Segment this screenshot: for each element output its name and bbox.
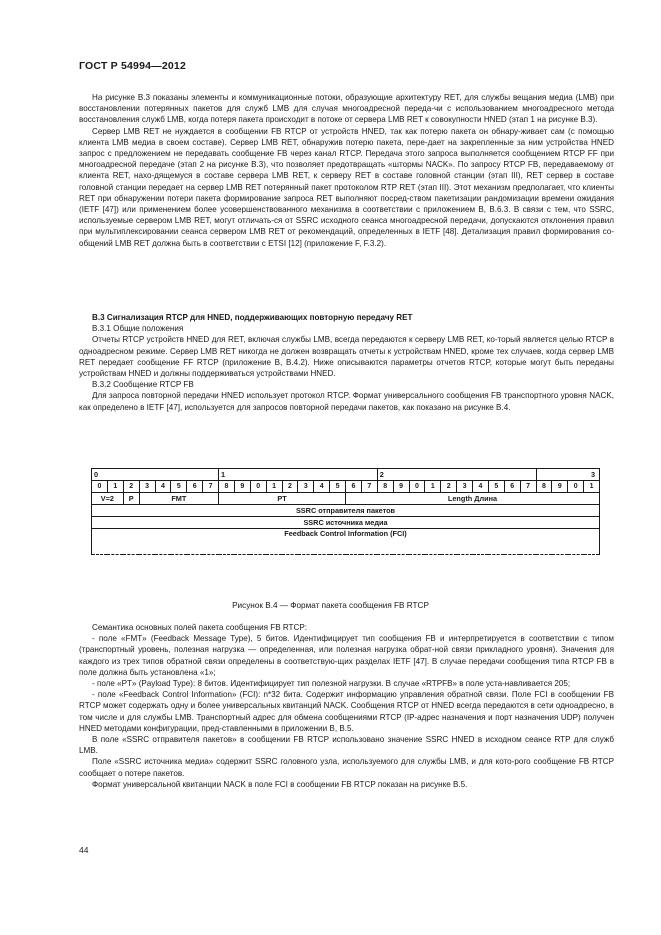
bit-index: 3 [298, 481, 314, 493]
document-header: ГОСТ Р 54994—2012 [79, 60, 187, 72]
bit-index: 5 [488, 481, 504, 493]
bit-index: 1 [584, 481, 600, 493]
body-text-bottom [79, 622, 614, 790]
octet-label: 3 [536, 469, 600, 481]
bit-index: 5 [330, 481, 346, 493]
bit-index: 7 [203, 481, 219, 493]
figure-caption: Рисунок В.4 — Формат пакета сообщения FB RTCP [232, 601, 429, 610]
field-fci: Feedback Control Information (FCI) [92, 529, 600, 544]
bit-index: 9 [552, 481, 568, 493]
bit-index: 6 [187, 481, 203, 493]
field-padding: P [123, 493, 139, 505]
paragraph: На рисунке В.3 показаны элементы и коммуникационные потоки, образующие архитектуру RET, для службы вещания медиа (LMB) при восстановлении потерянных пакетов для служб LMB для случая многоадресной переда-чи с использованием многоадресного метода восстановления служб LMB, когда потеря пакета происходит в потоке от сервера LMB RET к совокупности HNED (этап 1 на рисунке В.3). [79, 93, 614, 125]
section-b3 [79, 312, 614, 413]
bit-index: 9 [393, 481, 409, 493]
bit-index: 6 [504, 481, 520, 493]
paragraph: Для запроса повторной передачи HNED использует протокол RTCP. Формат универсального сообщения FB транспортного уровня NACK, как определено в IETF [47], используется для запросов повторной передачи пакетов, как показано на рисунке В.4. [79, 391, 614, 412]
paragraph: Формат универсальной квитанции NACK в поле FCI в сообщении FB RTCP показан на рисунке В.5. [92, 779, 468, 789]
subsection-heading: В.3.2 Сообщение RTCP FB [92, 380, 194, 390]
bit-index: 8 [377, 481, 393, 493]
bit-index: 1 [425, 481, 441, 493]
subsection-heading: В.3.1 Общие положения [92, 324, 184, 334]
field-length: Length Длина [346, 493, 600, 505]
bit-index: 2 [282, 481, 298, 493]
bit-index: 4 [155, 481, 171, 493]
octet-row [92, 469, 600, 481]
bit-index: 7 [520, 481, 536, 493]
bit-index: 0 [250, 481, 266, 493]
paragraph: Семантика основных полей пакета сообщения FB RTCP: [92, 623, 307, 632]
paragraph: Отчеты RTCP устройств HNED для RET, включая службы LMB, всегда передаются к серверу LMB RET, ко-торый является целью RTCP в одноадресном режиме. Сервер LMB RET никогда не должен возвращать отчеты к устройствам HNED, кроме тех случаев, когда сервер LMB RET передает сообщение FF RTCP (приложение В, В.4.2). Ниже описываются параметры отчетов RTCP, которые могут быть переданы устройствам HNED и должны поддерживаться устройствами HNED. [79, 335, 614, 379]
fci-continuation [92, 543, 600, 555]
paragraph: Сервер LMB RET не нуждается в сообщении FB RTCP от устройств HNED, так как потерю пакета он обнару-живает сам (с помощью клиента LMB медиа в своем составе). Сервер LMB RET, обнаружив потерю пакета, пере-дает на закрепленные за ним устройства HNED запрос с предложением не передавать сообщение FB через канал RTCP. Передача этого запроса выполняется сообщением RTCP FF при многоадресной передаче (этап 2 на рисунке В.3), что позволяет предотвращать «штормы NACK». По запросу RTCP FB, передаваемому от клиента RET, нахо-дящемуся в составе сервера LMB RET, к серверу RET в составе головной станции (этап III), RET сервер в составе головной станции передает на сервер LMB RET потерянный пакет протоколом RTP RET (этап III). Этот механизм предполагает, что клиенты RET при обнаружении потери пакета формирование запроса RET выполняют посред-ством пакетизации рандомизации времени ожидания (IETF [47]) или применением более усовершенствованного механизма в соответствии с приложением В, В.6.3. В связи с тем, что SSRC, используемые сервером LMB RET, могут отличать-ся от SSRC исходного сеанса многоадресной передачи, допускаются отклонения правил при мультиплексировании сеанса сервером LMB RET от рекомендаций, определенных в IETF [48]. Детализация правил формирования со-общений LMB RET должна быть в соответствии с ETSI [12] (приложение F, F.3.2). [79, 126, 614, 248]
packet-format-diagram [91, 468, 600, 555]
paragraph: Поле «SSRC источника медиа» содержит SSRC головного узла, используемого для службы LMB, и для кото-рого сообщение FB RTCP сообщает о потере пакетов. [79, 757, 614, 778]
bit-index: 0 [92, 481, 108, 493]
bit-index: 9 [234, 481, 250, 493]
bit-index: 2 [123, 481, 139, 493]
bit-index: 2 [441, 481, 457, 493]
ssrc-sender-row [92, 505, 600, 517]
field-fmt: FMT [139, 493, 218, 505]
bit-index: 1 [266, 481, 282, 493]
bit-index: 3 [139, 481, 155, 493]
bit-index: 6 [346, 481, 362, 493]
bit-index: 1 [107, 481, 123, 493]
bit-index: 7 [361, 481, 377, 493]
section-heading: В.3 Сигнализация RTCP для HNED, поддерживающих повторную передачу RET [92, 313, 413, 322]
ssrc-media-row [92, 517, 600, 529]
bit-index: 8 [536, 481, 552, 493]
fci-continuation-row [92, 543, 600, 555]
page-number: 44 [79, 845, 89, 855]
bit-index: 4 [314, 481, 330, 493]
bit-index: 0 [568, 481, 584, 493]
paragraph: - поле «Feedback Control Information» (FCI): n*32 бита. Содержит информацию управления обратной связи. Поле FCI в сообщении FB RTCP может содержать одну и более универсальных квитанций NACK. Сообщения RTCP от HNED всегда передаются в сети одноадресно, в том числе и для службы LMB. Транспортный адрес для обмена сообщениями RTCP (IP-адрес назначения и порт назначения UDP) получен HNED методами конфигурации, пред-ставленными в приложении В, В.5. [79, 690, 614, 733]
paragraph: В поле «SSRC отправителя пакетов» в сообщении FB RTCP использовано значение SSRC HNED в исходном сеансе RTP для служб LMB. [79, 735, 614, 756]
bit-index-row [92, 481, 600, 493]
field-ssrc-sender: SSRC отправителя пакетов [92, 505, 600, 517]
field-version: V=2 [92, 493, 124, 505]
header-fields-row [92, 493, 600, 505]
body-text-top [79, 92, 614, 249]
bit-index: 0 [409, 481, 425, 493]
field-pt: PT [219, 493, 346, 505]
octet-label: 0 [92, 469, 219, 481]
octet-label: 2 [377, 469, 536, 481]
bit-index: 4 [473, 481, 489, 493]
octet-label: 1 [219, 469, 378, 481]
fci-row [92, 529, 600, 544]
bit-index: 8 [219, 481, 235, 493]
paragraph: - поле «FMT» (Feedback Message Type), 5 битов. Идентифицирует тип сообщения FB и интерпретируется в соответствии с типом (транспортный уровень, полезная нагрузка — определенная, или полезная нагрузка обрат-ной связи прикладного уровня). Значения для каждого из трех типов обратной связи определены в соответствую-щих разделах IETF [47]. В случае передачи сообщения типа RTCP FB в поле должна быть установлена «1»; [79, 634, 614, 677]
bit-index: 5 [171, 481, 187, 493]
field-ssrc-media: SSRC источника медиа [92, 517, 600, 529]
paragraph: - поле «PT» (Payload Type): 8 битов. Идентифицирует тип полезной нагрузки. В случае «RTPFB» в поле уста-навливается 205; [92, 679, 571, 689]
bit-index: 3 [457, 481, 473, 493]
